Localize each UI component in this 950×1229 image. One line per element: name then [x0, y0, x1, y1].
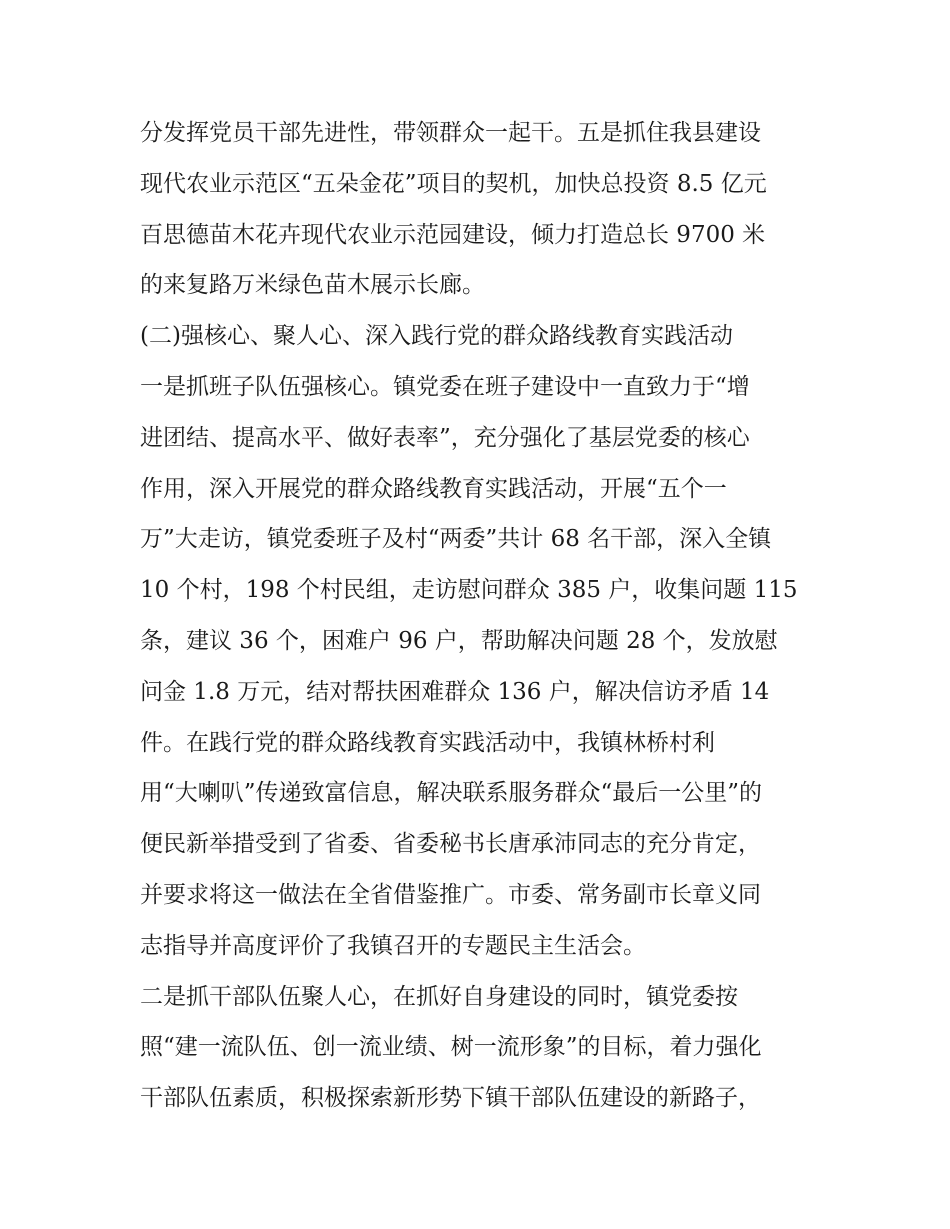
text-line: 便民新举措受到了省委、省委秘书长唐承沛同志的充分肯定，	[140, 831, 761, 858]
text-line: 10 个村，198 个村民组，走访慰问群众 385 户，收集问题 115	[140, 577, 798, 604]
text-line: 问金 1.8 万元，结对帮扶困难群众 136 户，解决信访矛盾 14	[140, 678, 770, 705]
body-text	[140, 108, 820, 1124]
text-line: 进团结、提高水平、做好表率”，充分强化了基层党委的核心	[140, 424, 750, 451]
section-heading: (二)强核心、聚人心、深入践行党的群众路线教育实践活动	[140, 323, 733, 350]
text-line: 志指导并高度评价了我镇召开的专题民主生活会。	[140, 932, 646, 959]
text-line: 的来复路万米绿色苗木展示长廊。	[140, 272, 485, 299]
text-line: 二是抓干部队伍聚人心，在抓好自身建设的同时，镇党委按	[140, 983, 738, 1010]
text-line: 用“大喇叭”传递致富信息，解决联系服务群众“最后一公里”的	[140, 780, 763, 807]
text-line: 万”大走访，镇党委班子及村“两委”共计 68 名干部，深入全镇	[140, 526, 772, 553]
text-line: 照“建一流队伍、创一流业绩、树一流形象”的目标，着力强化	[140, 1034, 762, 1061]
text-line: 百思德苗木花卉现代农业示范园建设，倾力打造总长 9700 米	[140, 221, 766, 248]
text-line: 件。在践行党的群众路线教育实践活动中，我镇林桥村利	[140, 729, 715, 756]
text-line: 并要求将这一做法在全省借鉴推广。市委、常务副市长章义同	[140, 881, 761, 908]
text-line: 分发挥党员干部先进性，带领群众一起干。五是抓住我县建设	[140, 120, 761, 146]
text-line: 现代农业示范区“五朵金花”项目的契机，加快总投资 8.5 亿元	[140, 170, 767, 197]
text-line: 条，建议 36 个，困难户 96 户，帮助解决问题 28 个，发放慰	[140, 627, 778, 654]
text-line: 干部队伍素质，积极探索新形势下镇干部队伍建设的新路子，	[140, 1085, 761, 1112]
text-line: 一是抓班子队伍强核心。镇党委在班子建设中一直致力于“增	[140, 373, 750, 400]
text-line: 作用，深入开展党的群众路线教育实践活动，开展“五个一	[140, 475, 727, 502]
